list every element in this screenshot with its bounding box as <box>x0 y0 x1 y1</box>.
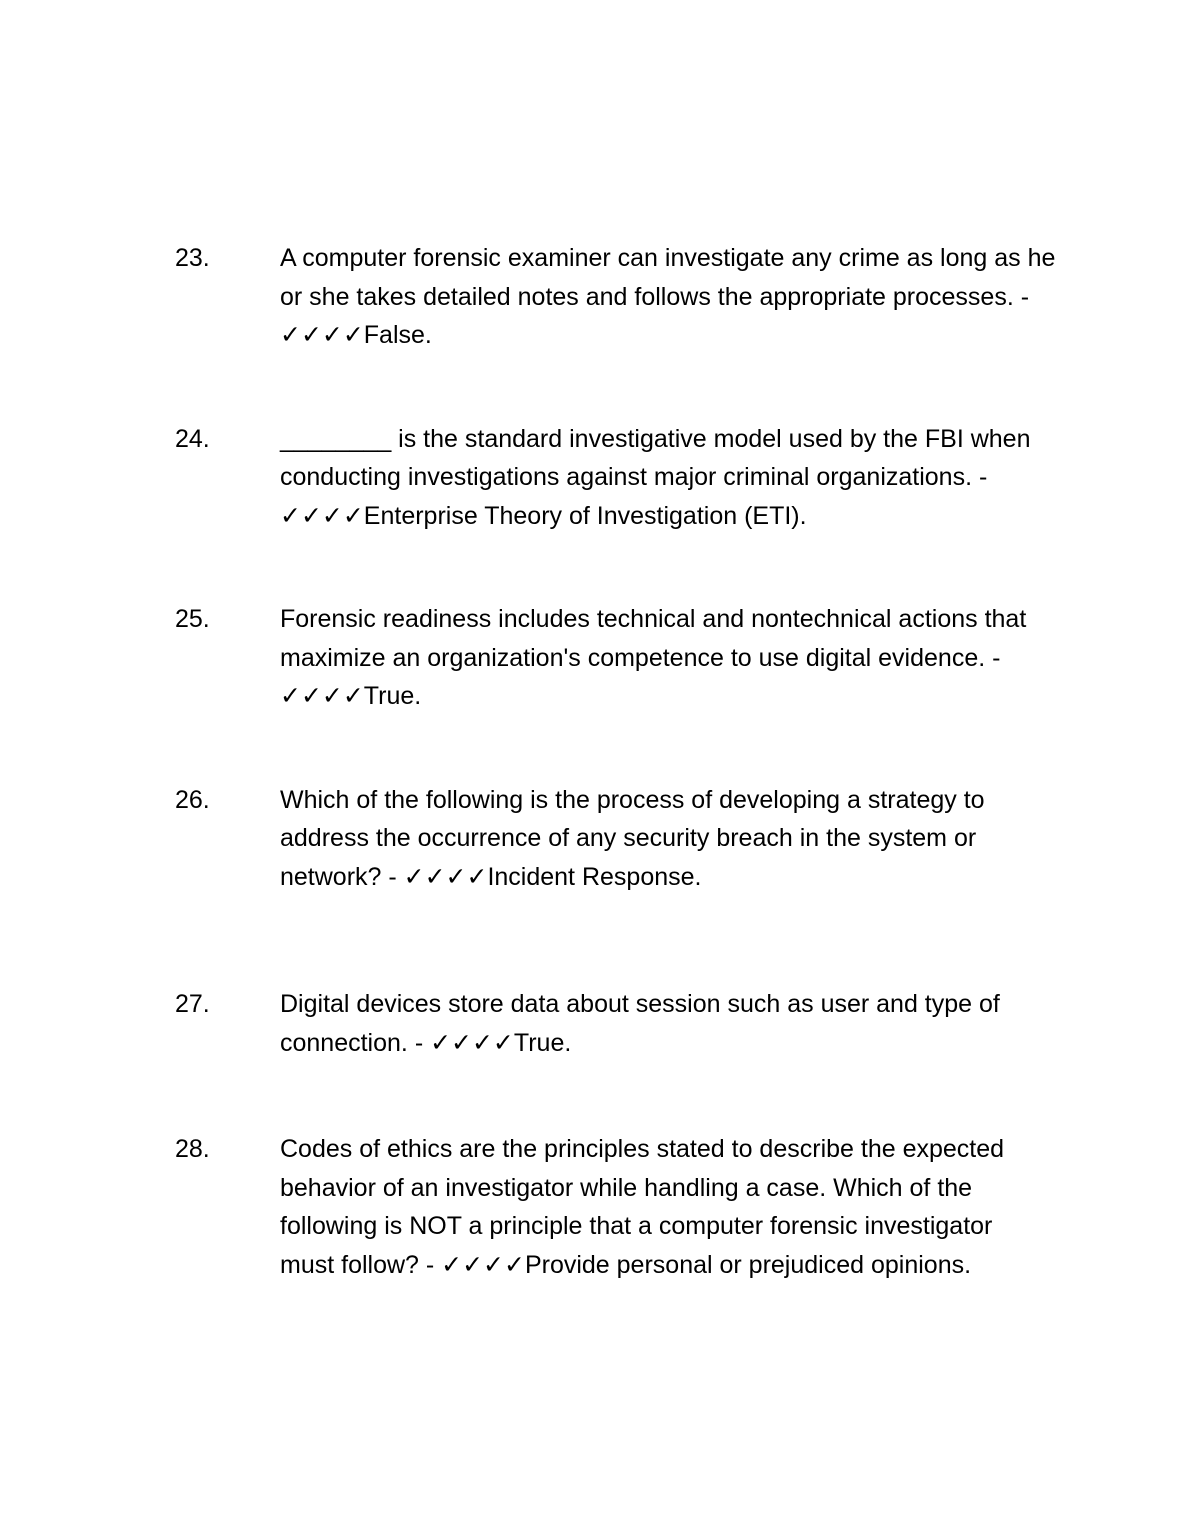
question-text <box>280 985 1090 1062</box>
text-line: Which of the following is the process of developing a strategy to <box>280 785 985 814</box>
text-line: ✓✓✓✓True. <box>280 682 422 710</box>
text-line: Forensic readiness includes technical and nontechnical actions that <box>280 605 1027 633</box>
question-number: 26. <box>175 785 210 814</box>
text-line: following is NOT a principle that a computer forensic investigator <box>280 1212 993 1240</box>
text-line: connection. - ✓✓✓✓True. <box>280 1028 572 1057</box>
text-line: ✓✓✓✓Enterprise Theory of Investigation (ETI). <box>280 501 807 530</box>
question-number: 27. <box>175 990 210 1018</box>
text-line: A computer forensic examiner can investigate any crime as long as he <box>280 244 1056 272</box>
text-line: must follow? - ✓✓✓✓Provide personal or prejudiced opinions. <box>280 1250 972 1279</box>
question-item-27 <box>175 985 1170 1062</box>
question-item-28 <box>175 1130 1170 1284</box>
question-item-25 <box>175 600 1170 716</box>
question-number: 25. <box>175 605 210 633</box>
question-text <box>280 781 1090 897</box>
question-item-24 <box>175 420 1170 536</box>
question-text <box>280 420 1090 536</box>
text-line: Digital devices store data about session such as user and type of <box>280 990 1000 1018</box>
question-item-23 <box>175 239 1170 355</box>
text-line: conducting investigations against major criminal organizations. - <box>280 463 988 491</box>
text-line: network? - ✓✓✓✓Incident Response. <box>280 862 702 891</box>
text-line: ________ is the standard investigative model used by the FBI when <box>280 424 1031 453</box>
question-text <box>280 1130 1090 1284</box>
text-line: maximize an organization's competence to use digital evidence. - <box>280 643 1001 672</box>
question-number: 23. <box>175 244 210 272</box>
text-line: Codes of ethics are the principles stated to describe the expected <box>280 1135 1005 1163</box>
text-line: address the occurrence of any security breach in the system or <box>280 824 977 852</box>
question-text <box>280 239 1090 355</box>
question-item-26 <box>175 781 1170 897</box>
question-number: 24. <box>175 424 210 453</box>
question-text <box>280 600 1090 716</box>
text-line: or she takes detailed notes and follows the appropriate processes. - <box>280 282 1030 311</box>
text-line: ✓✓✓✓False. <box>280 321 432 349</box>
question-number: 28. <box>175 1135 210 1163</box>
text-line: behavior of an investigator while handling a case. Which of the <box>280 1173 973 1202</box>
